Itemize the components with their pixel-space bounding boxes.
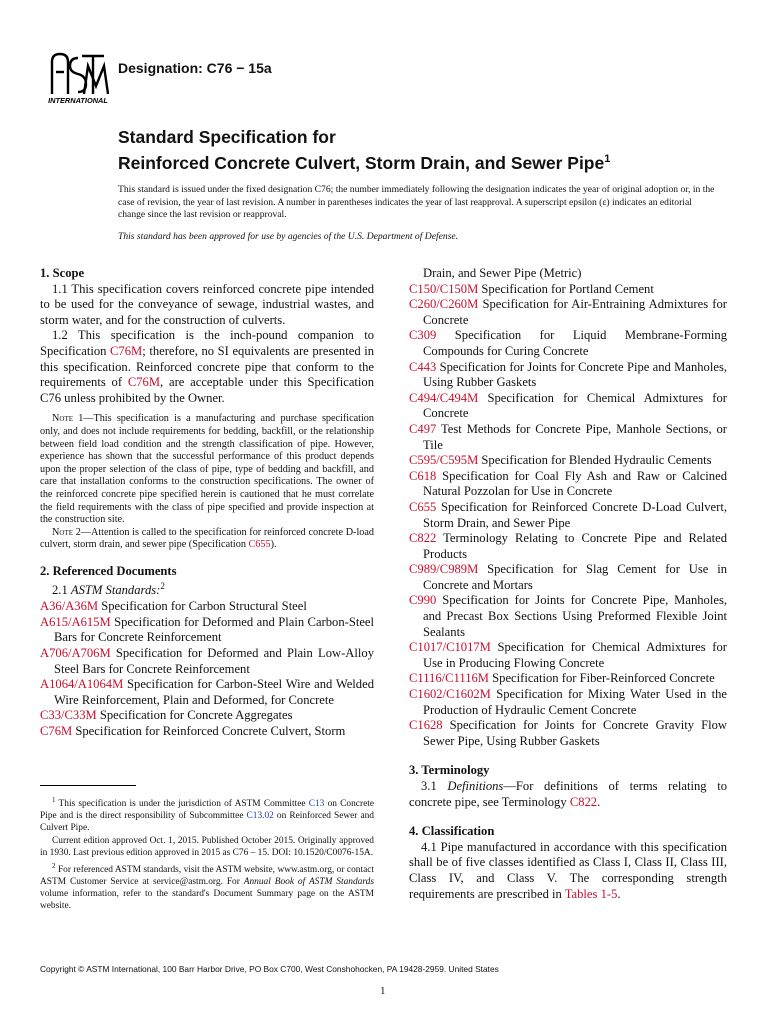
reference-code-link[interactable]: A615/A615M <box>40 614 111 629</box>
astm-standards-italic: ASTM Standards: <box>70 583 161 598</box>
reference-item <box>40 708 374 724</box>
right-column <box>409 266 727 902</box>
reference-title: Specification for Chemical Admixtures for Concrete <box>423 390 727 421</box>
section-classification-heading: 4. Classification <box>409 824 495 839</box>
para-3-1-italic: Definitions <box>447 779 504 793</box>
reference-item <box>409 282 727 298</box>
reference-item <box>409 360 727 391</box>
reference-title: Specification for Mixing Water Used in the Production of Hydraulic Cement Concrete <box>423 687 727 717</box>
reference-item <box>40 677 374 708</box>
para-3-1 <box>409 779 727 810</box>
ref-continued: Drain, and Sewer Pipe (Metric) <box>423 266 582 280</box>
reference-code-link[interactable]: C1017/C1017M <box>409 640 491 655</box>
title-footnote-mark: 1 <box>604 153 611 165</box>
title-line-1: Standard Specification for <box>118 127 336 147</box>
link-c76m-2[interactable]: C76M <box>127 375 161 390</box>
reference-item <box>40 646 374 677</box>
reference-code-link[interactable]: C989/C989M <box>409 562 479 577</box>
reference-item <box>409 593 727 640</box>
reference-item <box>40 599 374 615</box>
para-1-2 <box>40 328 374 406</box>
astm-standards-label <box>40 579 374 599</box>
astm-standards-num: 2.1 <box>52 583 71 598</box>
reference-title: Specification for Joints for Concrete Pipe and Manholes, Using Rubber Gaskets <box>423 359 727 390</box>
copyright: Copyright © ASTM International, 100 Barr Harbor Drive, PO Box C700, West Conshohocken, PA 19428-2959. United States <box>40 964 499 974</box>
footnote-1-c: on Reinforced Sewer and Culvert Pipe. <box>40 811 374 834</box>
para-4-1 <box>409 840 727 902</box>
document-title <box>118 126 610 174</box>
reference-title: Specification for Blended Hydraulic Cements <box>478 453 712 468</box>
reference-code-link[interactable]: A706/A706M <box>40 646 111 661</box>
reference-code-link[interactable]: C822 <box>409 531 437 546</box>
reference-title: Specification for Chemical Admixtures for Use in Producing Flowing Concrete <box>423 640 727 670</box>
reference-code-link[interactable]: C494/C494M <box>409 390 479 405</box>
note-2 <box>40 527 374 552</box>
para-4-1-text: 4.1 Pipe manufactured in accordance with this specification shall be of five classes identified as Class I, Class II, Class III, Class IV, and Class V. The corresponding strength requirements are prescribed in <box>409 839 727 901</box>
reference-title: Specification for Coal Fly Ash and Raw or Calcined Natural Pozzolan for Use in Concrete <box>423 468 727 499</box>
reference-item <box>40 615 374 646</box>
designation: Designation: C76 − 15a <box>118 60 272 76</box>
reference-item <box>409 500 727 531</box>
reference-item <box>409 531 727 562</box>
page-number: 1 <box>380 985 386 997</box>
logo-international-text: INTERNATIONAL <box>48 96 108 105</box>
reference-code-link[interactable]: C1602/C1602M <box>409 687 491 702</box>
right-reference-list <box>409 282 727 750</box>
para-3-1-num: 3.1 <box>421 779 448 793</box>
reference-code-link[interactable]: C443 <box>409 359 437 374</box>
footnote-2-italic: Annual Book of ASTM Standards <box>243 877 374 888</box>
reference-title: Specification for Joints for Concrete Pipe, Manholes, and Precast Box Sections Using Preformed Flexible Joint Sealants <box>423 593 727 639</box>
reference-title: Specification for Fiber-Reinforced Concrete <box>489 671 715 686</box>
title-line-2 <box>118 148 610 174</box>
note-2-label: Note <box>52 526 73 538</box>
note-1-label: Note <box>52 413 73 425</box>
reference-title: Specification for Deformed and Plain Low-Alloy Steel Bars for Concrete Reinforcement <box>54 646 374 676</box>
note-1 <box>40 413 374 526</box>
reference-code-link[interactable]: C497 <box>409 421 437 436</box>
reference-item <box>409 391 727 422</box>
left-reference-list <box>40 599 374 739</box>
reference-code-link[interactable]: A36/A36M <box>40 599 99 614</box>
astm-logo <box>44 50 112 106</box>
reference-item <box>409 328 727 359</box>
reference-code-link[interactable]: C595/C595M <box>409 453 479 468</box>
reference-code-link[interactable]: C260/C260M <box>409 297 479 312</box>
link-c822[interactable]: C822 <box>569 794 598 809</box>
reference-code-link[interactable]: C76M <box>40 724 73 738</box>
reference-title: Specification for Slag Cement for Use in Concrete and Mortars <box>423 562 727 592</box>
reference-item <box>409 640 727 671</box>
title-line-2-text: Reinforced Concrete Culvert, Storm Drain, and Sewer Pipe <box>118 152 605 173</box>
reference-item <box>409 297 727 328</box>
astm-standards-mark: 2 <box>160 581 165 592</box>
section-referenced-heading: 2. Referenced Documents <box>40 563 177 578</box>
para-4-1-end: . <box>617 886 621 901</box>
para-1-2-b: ; therefore, no SI equivalents are presented in this specification. Reinforced concrete pipe that conform to the requirements of <box>40 343 374 390</box>
reference-title: Test Methods for Concrete Pipe, Manhole Sections, or Tile <box>423 421 727 452</box>
link-c13[interactable]: C13 <box>308 799 325 810</box>
reference-code-link[interactable]: C618 <box>409 468 437 483</box>
reference-item <box>40 724 374 740</box>
reference-code-link[interactable]: C309 <box>409 328 437 343</box>
reference-title: Specification for Deformed and Plain Carbon-Steel Bars for Concrete Reinforcement <box>54 614 374 645</box>
footnote-2-a: For referenced ASTM standards, visit the ASTM website, www.astm.org, or contact ASTM Customer Service at service@astm.org. For <box>40 865 374 888</box>
footnote-1-mark: 1 <box>52 796 56 804</box>
note-2-text-a: 2—Attention is called to the specification for reinforced concrete D-load culvert, storm drain, and sewer pipe (Specification <box>40 526 374 551</box>
reference-title: Specification for Carbon Structural Steel <box>98 599 307 614</box>
note-2-text-b: ). <box>270 539 277 551</box>
para-3-1-text: —For definitions of terms relating to concrete pipe, see Terminology <box>409 779 727 809</box>
footnote-1-edition: Current edition approved Oct. 1, 2015. Published October 2015. Originally approved in 1930. Last previous edition approved in 2015 as C76 – 15. DOI: 10.1520/C0076-15A. <box>40 836 374 859</box>
footnote-2-b: volume information, refer to the standard's Document Summary page on the ASTM website. <box>40 889 374 912</box>
reference-code-link[interactable]: A1064/A1064M <box>40 677 124 692</box>
reference-item <box>409 422 727 453</box>
footnotes <box>40 794 374 913</box>
dod-approval-statement: This standard has been approved for use by agencies of the U.S. Department of Defense. <box>118 231 459 242</box>
reference-code-link[interactable]: C655 <box>409 499 437 514</box>
reference-title: Specification for Reinforced Concrete Culvert, Storm <box>72 724 346 738</box>
issued-statement: This standard is issued under the fixed designation C76; the number immediately following the designation indicates the year of original adoption or, in the case of revision, the year of last revision. A number in parentheses indicates the year of last reapproval. A superscript epsilon (ε) indicates an editorial change since the last revision or reapproval. <box>118 184 715 220</box>
reference-title: Specification for Portland Cement <box>478 281 654 296</box>
link-c76m[interactable]: C76M <box>110 343 143 358</box>
footnote-1-a: This specification is under the jurisdiction of ASTM Committee <box>55 799 309 810</box>
reference-item <box>409 562 727 593</box>
reference-item <box>409 671 727 687</box>
reference-code-link[interactable]: C150/C150M <box>409 281 479 296</box>
reference-title: Specification for Air-Entraining Admixtures for Concrete <box>423 297 727 327</box>
reference-title: Specification for Carbon-Steel Wire and Welded Wire Reinforcement, Plain and Deformed, for Concrete <box>54 677 374 707</box>
reference-item <box>409 453 727 469</box>
reference-item <box>409 469 727 500</box>
reference-code-link[interactable]: C1116/C1116M <box>409 671 490 686</box>
footnote-2-mark: 2 <box>52 862 56 871</box>
para-3-1-end: . <box>597 794 601 809</box>
reference-title: Terminology Relating to Concrete Pipe and Related Products <box>423 531 727 561</box>
reference-title: Specification for Reinforced Concrete D-Load Culvert, Storm Drain, and Sewer Pipe <box>423 499 727 530</box>
para-1-2-a: 1.2 This specification is the inch-pound companion to Specification <box>40 328 374 358</box>
link-c13-02[interactable]: C13.02 <box>246 811 274 822</box>
section-scope-heading: 1. Scope <box>40 266 85 280</box>
section-terminology-heading: 3. Terminology <box>409 763 490 778</box>
reference-title: Specification for Concrete Aggregates <box>96 708 293 723</box>
footnote-2 <box>40 860 374 912</box>
para-1-1: 1.1 This specification covers reinforced concrete pipe intended to be used for the conveyance of sewage, industrial wastes, and storm water, and for the construction of culverts. <box>40 281 374 327</box>
para-1-2-c: , are acceptable under this Specification C76 unless prohibited by the Owner. <box>40 375 375 405</box>
reference-code-link[interactable]: C33/C33M <box>40 708 97 723</box>
link-c655[interactable]: C655 <box>248 539 271 551</box>
reference-item <box>409 687 727 718</box>
reference-item <box>409 718 727 749</box>
reference-title: Specification for Liquid Membrane-Forming Compounds for Curing Concrete <box>423 328 727 358</box>
reference-title: Specification for Joints for Concrete Gravity Flow Sewer Pipe, Using Rubber Gaskets <box>423 718 727 748</box>
footnote-1-b: on Concrete Pipe and is the direct responsibility of Subcommittee <box>40 799 375 822</box>
note-1-text: 1—This specification is a manufacturing and purchase specification only, and does not include requirements for bedding, backfill, or the relationship between field load condition and the strength classification of pipe. However, experience has shown that the successful performance of this product depends upon the proper selection of the class of pipe, type of bedding and backfill, and care that installation conforms to the construction specifications. The owner of the reinforced concrete pipe specified herein is cautioned that he must correlate the field requirements with the class of pipe specified and provide inspection at the construction site. <box>40 413 374 526</box>
reference-code-link[interactable]: C990 <box>409 593 437 608</box>
reference-code-link[interactable]: C1628 <box>409 718 443 733</box>
footnote-1 <box>40 794 374 834</box>
link-tables-1-5[interactable]: Tables 1-5 <box>564 886 618 901</box>
left-column <box>40 266 374 740</box>
footnote-divider <box>40 785 136 786</box>
